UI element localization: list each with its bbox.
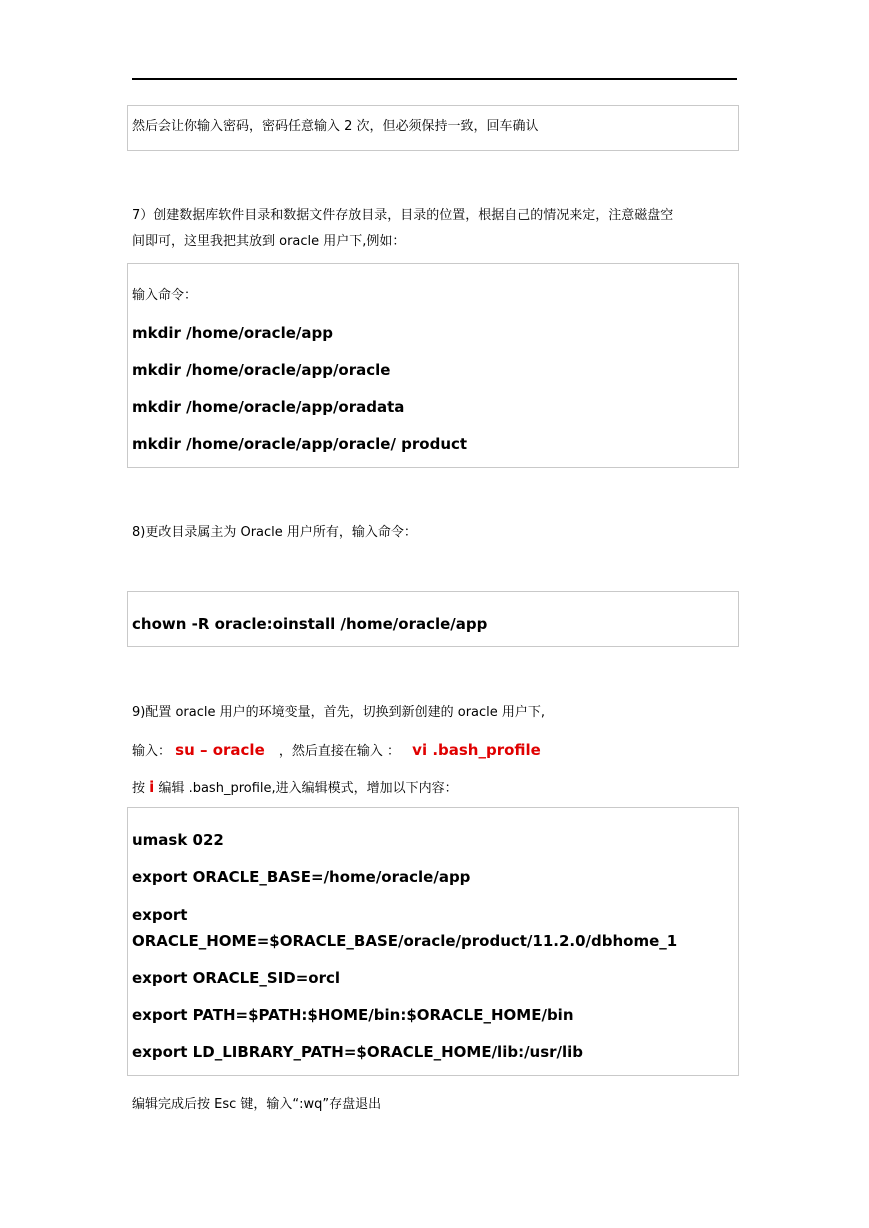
- profile-line: export ORACLE_SID=orcl: [132, 969, 341, 987]
- mkdir-command: mkdir /home/oracle/app/oradata: [132, 398, 405, 416]
- mkdir-command: mkdir /home/oracle/app/oracle: [132, 361, 391, 379]
- profile-line: umask 022: [132, 831, 224, 849]
- command-label: 输入命令：: [132, 288, 198, 303]
- su-command: su – oracle: [175, 741, 265, 759]
- mkdir-command: mkdir /home/oracle/app/oracle/ product: [132, 435, 468, 453]
- step9-line2: [132, 740, 541, 762]
- edit-key: i: [149, 778, 155, 796]
- step9-line2-middle: ，然后直接在输入 ：: [278, 744, 401, 759]
- profile-line: export ORACLE_BASE=/home/oracle/app: [132, 868, 471, 886]
- step9-line3: [132, 777, 458, 799]
- password-note: 然后会让你输入密码，密码任意输入 2 次，但必须保持一致，回车确认: [132, 119, 539, 134]
- step9-line3-prefix: 按: [132, 781, 146, 796]
- step9-line2-prefix: 输入：: [132, 744, 172, 759]
- mkdir-command: mkdir /home/oracle/app: [132, 324, 333, 342]
- chown-command: chown -R oracle:oinstall /home/oracle/app: [132, 615, 488, 633]
- step7-line2: 间即可，这里我把其放到 oracle 用户下,例如：: [132, 234, 406, 249]
- step8-text: 8)更改目录属主为 Oracle 用户所有，输入命令：: [132, 525, 417, 540]
- footer-note: 编辑完成后按 Esc 键，输入“:wq”存盘退出: [132, 1097, 382, 1112]
- step9-line1: 9)配置 oracle 用户的环境变量，首先，切换到新创建的 oracle 用户下,: [132, 705, 546, 720]
- profile-line: export PATH=$PATH:$HOME/bin:$ORACLE_HOME/bin: [132, 1006, 574, 1024]
- profile-line: export LD_LIBRARY_PATH=$ORACLE_HOME/lib:/usr/lib: [132, 1043, 584, 1061]
- step9-line3-suffix: 编辑 .bash_profile,进入编辑模式，增加以下内容：: [158, 781, 458, 796]
- header-rule: [132, 78, 737, 80]
- profile-line: ORACLE_HOME=$ORACLE_BASE/oracle/product/11.2.0/dbhome_1: [132, 932, 678, 950]
- profile-line: export: [132, 906, 188, 924]
- vi-command: vi .bash_profile: [412, 741, 541, 759]
- step7-line1: 7）创建数据库软件目录和数据文件存放目录，目录的位置，根据自己的情况来定，注意磁盘空: [132, 208, 674, 223]
